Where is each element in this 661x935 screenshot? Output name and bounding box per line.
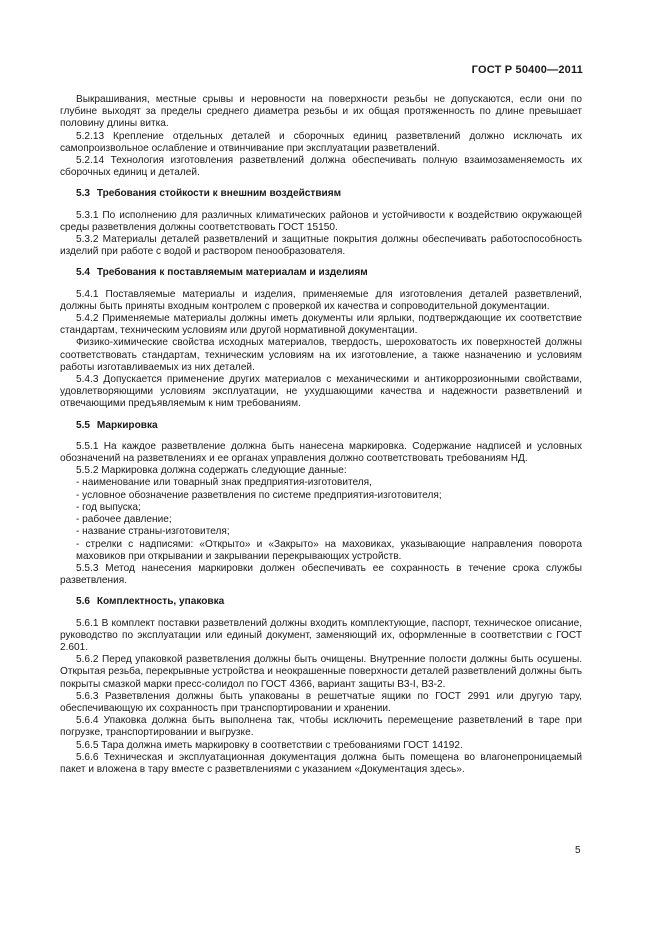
section-heading-5-4 — [60, 267, 582, 279]
section-heading-5-5 — [60, 420, 582, 432]
paragraph-5-6-6: 5.6.6 Техническая и эксплуатационная документация должна быть помещена во влагонепроницаемый пакет и вложена в тару вместе с разветвлениями с указанием «Документация здесь». — [60, 751, 582, 775]
paragraph-5-5-2: 5.5.2 Маркировка должна содержать следующие данные: — [76, 465, 347, 477]
section-number: 5.6 — [76, 596, 91, 608]
paragraph-5-6-5: 5.6.5 Тара должна иметь маркировку в соответствии с требованиями ГОСТ 14192. — [76, 739, 463, 751]
paragraph-5-6-2: 5.6.2 Перед упаковкой разветвления должны быть очищены. Внутренние полости должны быть осушены. Открытая резьба, перекрывные устройства и неокрашенные поверхности деталей разветвлений должны быть покрыты смазкой марки пресс-солидол по ГОСТ 4366, вариант защиты В3-I, В3-2. — [60, 654, 582, 690]
paragraph-5-4-1: 5.4.1 Поставляемые материалы и изделия, применяемые для изготовления деталей разветвлений, должны быть приняты входным контролем с проверкой их качества и сопроводительной документации. — [60, 288, 582, 312]
paragraph-5-5-1: 5.5.1 На каждое разветвление должна быть нанесена маркировка. Содержание надписей и условных обозначений на разветвлениях и ее органах управления должно соответствовать требованиям НД. — [60, 440, 582, 465]
document-code: ГОСТ Р 50400—2011 — [471, 64, 583, 76]
list-item: - название страны-изготовителя; — [76, 526, 230, 538]
section-heading-5-6 — [60, 596, 582, 608]
paragraph-5-5-3: 5.5.3 Метод нанесения маркировки должен обеспечивать ее сохранность в течение срока службы разветвления. — [60, 562, 582, 587]
list-item: - год выпуска; — [76, 501, 141, 513]
paragraph-5-3-1: 5.3.1 По исполнению для различных климатических районов и устойчивости к воздействию окружающей среды разветвления должны соответствовать ГОСТ 15150. — [60, 209, 582, 233]
paragraph-5-6-3: 5.6.3 Разветвления должны быть упакованы в решетчатые ящики по ГОСТ 2991 или другую тару, обеспечивающую их сохранность при транспортировании и хранении. — [60, 690, 582, 714]
paragraph-5-4-3: 5.4.3 Допускается применение других материалов с механическими и антикоррозионными свойствами, удовлетворяющими условиям эксплуатации, не ухудшающими качества и надежности разветвлений и отвечающими предъявляемым к ним требованиям. — [60, 374, 582, 410]
paragraph-5-2-13: 5.2.13 Крепление отдельных деталей и сборочных единиц разветвлений должно исключать их самопроизвольное ослабление и отвинчивание при эксплуатации разветвлений. — [60, 130, 582, 154]
list-item: - стрелки с надписями: «Открыто» и «Закрыто» на маховиках, указывающие направления поворота маховиков при открывании и закрывании перекрывающих устройств. — [76, 538, 582, 562]
paragraph-5-3-2: 5.3.2 Материалы деталей разветвлений и защитные покрытия должны обеспечивать работоспособность изделий при работе с водой и раствором пенообразователя. — [60, 234, 582, 258]
section-title: Комплектность, упаковка — [96, 596, 225, 608]
section-title: Требования к поставляемым материалам и изделиям — [96, 267, 368, 279]
paragraph-5-6-4: 5.6.4 Упаковка должна быть выполнена так, чтобы исключить перемещение разветвлений в таре при погрузке, транспортировании и выгрузке. — [60, 715, 582, 739]
paragraph-5-2-14: 5.2.14 Технология изготовления разветвлений должна обеспечивать полную взаимозаменяемость их сборочных единиц и деталей. — [60, 155, 582, 179]
paragraph-5-4-2: 5.4.2 Применяемые материалы должны иметь документы или ярлыки, подтверждающие их соответствие стандартам, техническим условиям или другой нормативной документации. — [60, 313, 582, 337]
paragraph-5-6-1: 5.6.1 В комплект поставки разветвлений должны входить комплектующие, паспорт, техническое описание, руководство по эксплуатации или единый документ, заменяющий их, оформленные в соответствии с ГОСТ 2.601. — [60, 617, 582, 653]
section-number: 5.5 — [76, 419, 91, 431]
section-title: Маркировка — [96, 419, 158, 431]
paragraph: Выкрашивания, местные срывы и неровности на поверхности резьбы не допускаются, если они по глубине выходят за пределы среднего диаметра резьбы и их общая протяженность по длине превышает половину длины витка. — [60, 94, 582, 130]
page-content — [60, 94, 582, 776]
list-item: - наименование или товарный знак предприятия-изготовителя, — [76, 477, 372, 489]
section-number: 5.4 — [76, 267, 91, 279]
list-item: - условное обозначение разветвления по системе предприятия-изготовителя; — [76, 489, 442, 501]
page-number: 5 — [575, 845, 581, 856]
section-heading-5-3 — [60, 188, 582, 200]
paragraph-physical-properties: Физико-химические свойства исходных материалов, твердость, шероховатость их поверхностей должны соответствовать стандартам, техническим условиям на их изготовление, а также назначению и условиям работы изготавливаемых из них деталей. — [60, 337, 582, 373]
section-title: Требования стойкости к внешним воздействиям — [96, 188, 342, 200]
list-item: - рабочее давление; — [76, 514, 172, 526]
section-number: 5.3 — [76, 188, 91, 200]
